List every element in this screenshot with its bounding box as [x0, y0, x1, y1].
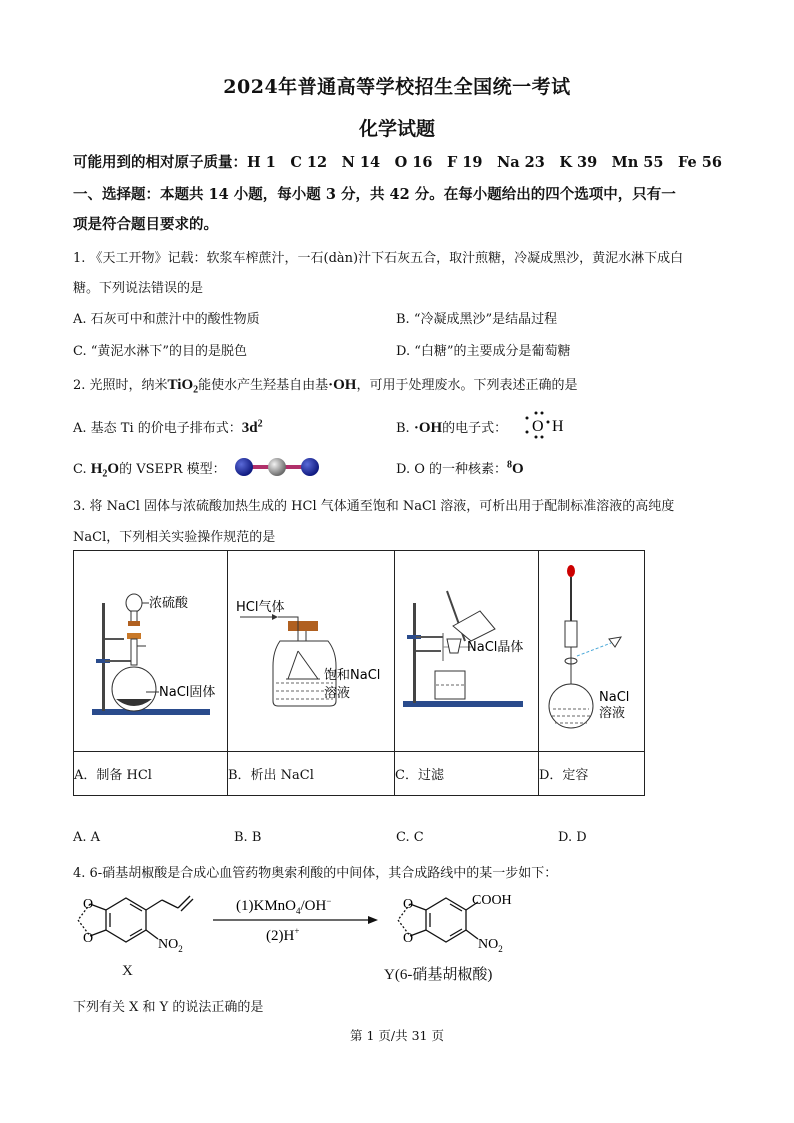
apparatus-d-cell [539, 551, 645, 752]
q2-option-c-post: 的 VSEPR 模型： [119, 462, 226, 477]
y-cooh: COOH [472, 893, 512, 908]
x-no2 [158, 937, 183, 954]
y-no2-sub: 2 [498, 944, 503, 954]
section-heading-line2: 项是符合题目要求的。 [73, 216, 218, 233]
label-a-bottom: NaCl固体 [159, 685, 216, 700]
q2-option-a [73, 417, 263, 437]
q2-option-c-sub: 2 [102, 468, 108, 480]
vsepr-model-icon [232, 456, 322, 478]
apparatus-label-a: A．制备 HCl [74, 752, 228, 796]
q2-option-d-o: O [512, 461, 524, 477]
q2-option-c [73, 458, 226, 480]
apparatus-a-cell [74, 551, 228, 752]
y-o2: O [403, 931, 414, 946]
reagent-2-text: (2)H [266, 928, 295, 944]
label-y: Y(6-硝基胡椒酸) [384, 967, 493, 983]
q3-answer-b: B. B [234, 830, 262, 845]
label-b-sol2: 溶液 [324, 686, 351, 701]
q2-formula-oh: ·OH [328, 377, 357, 393]
dot-structure-h: H [552, 418, 564, 435]
q2-option-c-o: O [107, 461, 120, 477]
reagent-1-sub: 4 [296, 906, 301, 916]
label-d-sol1: NaCl [599, 690, 630, 705]
y-no2 [478, 937, 503, 954]
q2-option-b-post: 的电子式： [442, 421, 508, 436]
q3-answer-d: D. D [558, 830, 587, 845]
x-no2-text: NO [158, 937, 179, 952]
q2-option-d [396, 458, 524, 478]
q2-option-d-sup: 8 [507, 459, 513, 471]
apparatus-b-cell [228, 551, 395, 752]
apparatus-a-icon [74, 551, 227, 747]
q1-stem-line1: 1. 《天工开物》记载：软浆车榨蔗汁，一石(dàn)汁下石灰五合，取汁煎糖，冷凝成黑沙，黄泥水淋下成白 [73, 251, 684, 266]
q3-stem-line2: NaCl，下列相关实验操作规范的是 [73, 530, 276, 545]
reagent-1 [236, 896, 331, 916]
dot-structure-o: O [532, 418, 544, 435]
exam-title: 2024年普通高等学校招生全国统一考试 [223, 76, 571, 98]
apparatus-label-c: C．过滤 [395, 752, 539, 796]
q2-formula-tio2-sub: 2 [193, 384, 199, 396]
q2-stem-mid: 能使水产生羟基自由基 [198, 378, 329, 393]
q2-option-a-text: A. 基态 Ti 的价电子排布式： [73, 421, 242, 436]
q4-stem: 4. 6-硝基胡椒酸是合成心血管药物奥索利酸的中间体，其合成路线中的某一步如下： [73, 866, 558, 881]
y-o1: O [403, 897, 414, 912]
q2-formula-tio2: TiO [167, 377, 194, 393]
q2-option-b [396, 417, 507, 437]
x-no2-sub: 2 [178, 944, 183, 954]
label-d-sol2: 溶液 [599, 706, 626, 721]
apparatus-c-icon [395, 551, 538, 747]
q2-stem-post: ，可用于处理废水。下列表述正确的是 [356, 378, 578, 393]
q3-answer-c: C. C [396, 830, 424, 845]
x-o2: O [83, 931, 94, 946]
molecule-x-icon [78, 896, 193, 942]
reagent-2-sup: + [294, 926, 300, 936]
reagent-1-post: /OH [300, 898, 327, 914]
q2-option-a-config: 3d [241, 420, 258, 436]
q3-answer-a: A. A [73, 830, 101, 845]
label-b-sol1: 饱和NaCl [324, 668, 381, 683]
x-o1: O [83, 897, 94, 912]
apparatus-table [73, 550, 645, 796]
label-b-gas: HCl气体 [236, 600, 285, 615]
q2-option-a-sup: 2 [257, 418, 263, 430]
apparatus-c-cell [395, 551, 539, 752]
q1-option-b: B. “冷凝成黑沙”是结晶过程 [396, 312, 558, 327]
q2-option-c-h: H [90, 461, 103, 477]
q1-option-d: D. “白糖”的主要成分是葡萄糖 [396, 344, 571, 359]
q2-option-b-formula: ·OH [413, 420, 443, 436]
reaction-scheme [68, 884, 528, 966]
section-heading-line1: 一、选择题：本题共 14 小题，每小题 3 分，共 42 分。在每小题给出的四个选项中，只有一 [73, 186, 676, 203]
reagent-1-text: (1)KMnO [236, 898, 296, 914]
q2-stem-pre: 2. 光照时，纳米 [73, 378, 168, 393]
q2-stem [73, 374, 578, 396]
electron-dot-structure-icon [518, 410, 570, 440]
q2-option-d-pre: D. O 的一种核素： [396, 462, 508, 477]
q3-stem-line1: 3. 将 NaCl 固体与浓硫酸加热生成的 HCl 气体通至饱和 NaCl 溶液，可析出用于配制标准溶液的高纯度 [73, 499, 675, 514]
apparatus-label-d: D．定容 [539, 752, 645, 796]
q2-option-c-pre: C. [73, 462, 91, 477]
q1-option-c: C. “黄泥水淋下”的目的是脱色 [73, 344, 248, 359]
reagent-1-sup: − [326, 896, 332, 906]
reagent-2 [266, 926, 299, 944]
atomic-masses: 可能用到的相对原子质量：H 1 C 12 N 14 O 16 F 19 Na 23 K 39 Mn 55 Fe 56 [73, 154, 722, 171]
q1-option-a: A. 石灰可中和蔗汁中的酸性物质 [73, 312, 260, 327]
label-a-top: 浓硫酸 [149, 596, 189, 611]
apparatus-b-icon [228, 551, 394, 747]
page-footer: 第 1 页/共 31 页 [350, 1028, 444, 1043]
q2-option-b-pre: B. [396, 421, 414, 436]
label-x: X [122, 963, 133, 979]
label-c-crystal: NaCl晶体 [467, 640, 524, 655]
apparatus-label-b: B．析出 NaCl [228, 752, 395, 796]
q4-tail: 下列有关 X 和 Y 的说法正确的是 [73, 1000, 264, 1015]
apparatus-d-icon [539, 551, 644, 747]
exam-subtitle: 化学试题 [358, 118, 435, 140]
y-no2-text: NO [478, 937, 499, 952]
q1-stem-line2: 糖。下列说法错误的是 [73, 281, 204, 296]
